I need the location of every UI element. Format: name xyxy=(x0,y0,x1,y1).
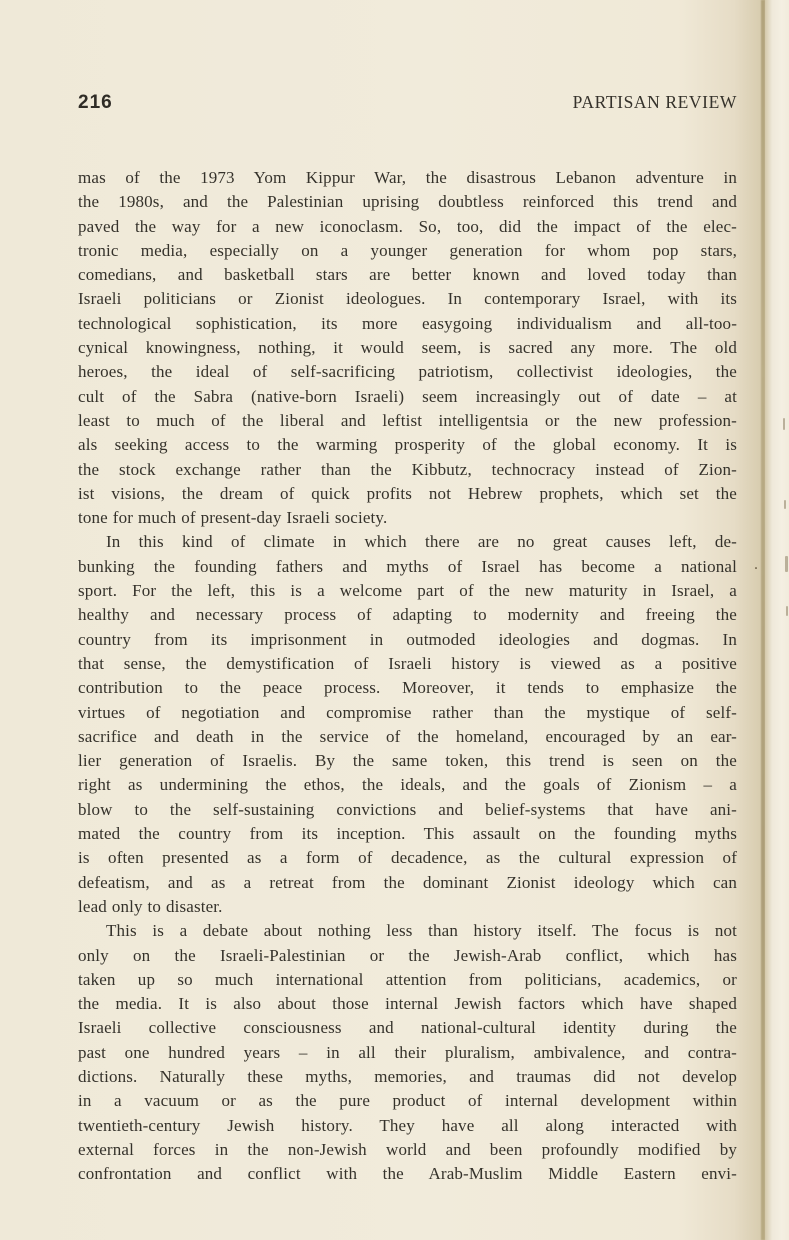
text-line: heroes, the ideal of self-sacrificing patriotism, collectivist ideologies, the xyxy=(78,362,737,382)
text-line: is often presented as a form of decadence, as the cultural expression of xyxy=(78,848,737,868)
text-line: contribution to the peace process. Moreover, it tends to emphasize the xyxy=(78,678,737,698)
text-line: blow to the self-sustaining convictions and belief-systems that have ani- xyxy=(78,799,737,819)
text-line: the stock exchange rather than the Kibbutz, technocracy instead of Zion- xyxy=(78,459,737,479)
page-number: 216 xyxy=(78,92,113,113)
running-head xyxy=(78,92,737,114)
edge-ink-mark xyxy=(783,418,785,430)
text-line: cynical knowingness, nothing, it would seem, is sacred any more. The old xyxy=(78,338,737,358)
text-line: tronic media, especially on a younger generation for whom pop stars, xyxy=(78,240,737,260)
text-line: that sense, the demystification of Israeli history is viewed as a positive xyxy=(78,653,737,673)
text-line: This is a debate about nothing less than history itself. The focus is not xyxy=(106,921,737,941)
text-line: Israeli politicians or Zionist ideologues. In contemporary Israel, with its xyxy=(78,289,737,309)
text-line: In this kind of climate in which there are no great causes left, de- xyxy=(106,532,737,552)
text-line: only on the Israeli-Palestinian or the Jewish-Arab conflict, which has xyxy=(78,945,737,965)
text-line: technological sophistication, its more easygoing individualism and all-too- xyxy=(78,313,737,333)
text-line: lead only to disaster. xyxy=(78,896,223,916)
text-line: ist visions, the dream of quick profits not Hebrew prophets, which set the xyxy=(78,483,737,503)
text-line: the media. It is also about those internal Jewish factors which have shaped xyxy=(78,994,737,1014)
edge-ink-mark xyxy=(786,606,788,616)
text-line: virtues of negotiation and compromise rather than the mystique of self- xyxy=(78,702,737,722)
text-line: taken up so much international attention from politicians, academics, or xyxy=(78,969,737,989)
text-line: confrontation and conflict with the Arab-Muslim Middle Eastern envi- xyxy=(78,1164,737,1184)
text-line: paved the way for a new iconoclasm. So, too, did the impact of the elec- xyxy=(78,216,737,236)
text-line: comedians, and basketball stars are better known and loved today than xyxy=(78,265,737,285)
text-line: mated the country from its inception. This assault on the founding myths xyxy=(78,824,737,844)
text-line: past one hundred years – in all their pluralism, ambivalence, and contra- xyxy=(78,1042,737,1062)
text-line: als seeking access to the warming prosperity of the global economy. It is xyxy=(78,435,737,455)
text-line: dictions. Naturally these myths, memories, and traumas did not develop xyxy=(78,1066,737,1086)
text-line: Israeli collective consciousness and national-cultural identity during the xyxy=(78,1018,737,1038)
text-line: least to much of the liberal and leftist intelligentsia or the new profession- xyxy=(78,410,737,430)
stray-ink-dot: . xyxy=(754,556,758,573)
paragraph xyxy=(78,166,737,530)
text-line: twentieth-century Jewish history. They have all along interacted with xyxy=(78,1115,737,1135)
text-line: lier generation of Israelis. By the same token, this trend is seen on the xyxy=(78,751,737,771)
edge-ink-mark xyxy=(785,556,788,572)
journal-title: PARTISAN REVIEW xyxy=(572,92,737,112)
text-line: sport. For the left, this is a welcome part of the new maturity in Israel, a xyxy=(78,581,737,601)
text-line: sacrifice and death in the service of the homeland, encouraged by an ear- xyxy=(78,726,737,746)
text-block xyxy=(78,166,737,1186)
text-line: defeatism, and as a retreat from the dominant Zionist ideology which can xyxy=(78,872,737,892)
text-line: mas of the 1973 Yom Kippur War, the disastrous Lebanon adventure in xyxy=(78,168,737,187)
text-line: country from its imprisonment in outmoded ideologies and dogmas. In xyxy=(78,629,737,649)
paragraph xyxy=(78,530,737,919)
text-line: healthy and necessary process of adapting to modernity and freeing the xyxy=(78,605,737,625)
edge-ink-mark xyxy=(784,500,786,509)
text-line: external forces in the non-Jewish world and been profoundly modified by xyxy=(78,1139,737,1159)
text-line: cult of the Sabra (native-born Israeli) seem increasingly out of date – at xyxy=(78,386,737,406)
text-line: tone for much of present-day Israeli society. xyxy=(78,508,388,528)
fore-edge-strip xyxy=(765,0,789,1240)
text-line: bunking the founding fathers and myths of Israel has become a national xyxy=(78,556,737,576)
text-line: right as undermining the ethos, the ideals, and the goals of Zionism – a xyxy=(78,775,737,795)
text-line: the 1980s, and the Palestinian uprising doubtless reinforced this trend and xyxy=(78,192,737,212)
paragraph xyxy=(78,919,737,1186)
text-line: in a vacuum or as the pure product of internal development within xyxy=(78,1091,737,1111)
